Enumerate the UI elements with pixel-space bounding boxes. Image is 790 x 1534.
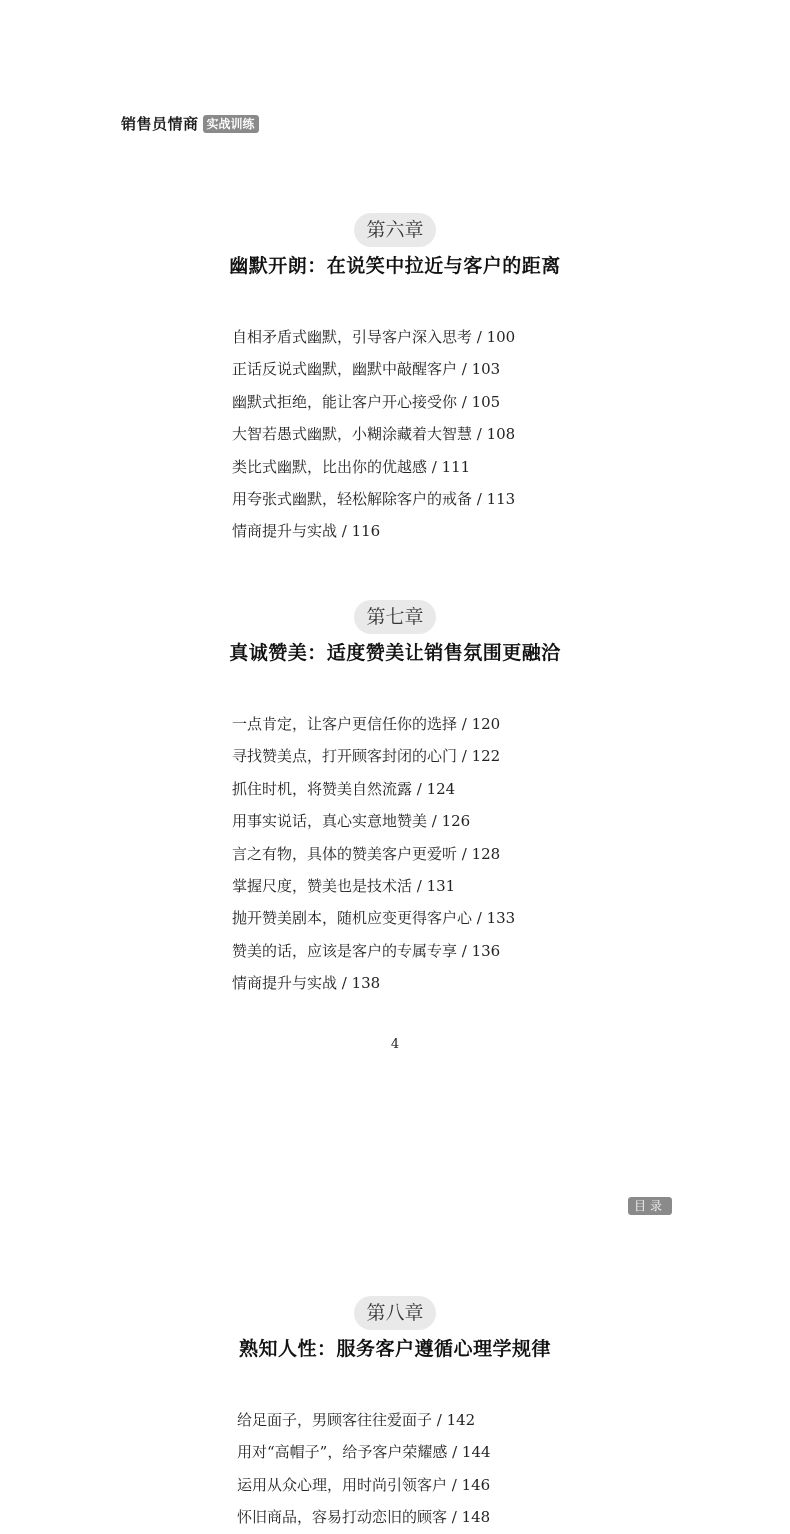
toc-entry[interactable]: 给足面子，男顾客往往爱面子 / 142 [237, 1411, 476, 1429]
chapter-title: 幽默开朗：在说笑中拉近与客户的距离 [229, 255, 561, 277]
series-badge: 实战训练 [203, 115, 259, 133]
toc-entry[interactable]: 怀旧商品，容易打动恋旧的顾客 / 148 [237, 1508, 491, 1527]
toc-entry[interactable]: 一点肯定，让客户更信任你的选择 / 120 [232, 715, 501, 733]
toc-entry[interactable]: 掌握尺度，赞美也是技术活 / 131 [232, 876, 456, 895]
page-number: 4 [390, 1037, 400, 1052]
chapter-label: 第八章 [354, 1296, 435, 1330]
toc-entry[interactable]: 用对“高帽子”，给予客户荣耀感 / 144 [237, 1443, 491, 1462]
toc-entry[interactable]: 情商提升与实战 / 138 [232, 974, 381, 993]
chapter-title: 真诚赞美：适度赞美让销售氛围更融洽 [229, 642, 561, 664]
toc-entry[interactable]: 寻找赞美点，打开顾客封闭的心门 / 122 [232, 747, 501, 766]
toc-entry[interactable]: 自相矛盾式幽默，引导客户深入思考 / 100 [232, 328, 516, 346]
chapter-7 [0, 600, 790, 665]
toc-entry[interactable]: 抛开赞美剧本，随机应变更得客户心 / 133 [232, 909, 516, 928]
chapter-8-toc [237, 1404, 491, 1534]
toc-entry[interactable]: 用事实说话，真心实意地赞美 / 126 [232, 812, 471, 831]
toc-entry[interactable]: 类比式幽默，比出你的优越感 / 111 [232, 457, 471, 476]
chapter-label: 第六章 [354, 213, 435, 247]
chapter-label: 第七章 [354, 600, 435, 634]
toc-badge: 目录 [628, 1197, 672, 1215]
toc-entry[interactable]: 抓住时机，将赞美自然流露 / 124 [232, 779, 456, 798]
chapter-7-toc [232, 708, 515, 1000]
toc-entry[interactable]: 赞美的话，应该是客户的专属专享 / 136 [232, 941, 501, 960]
chapter-6-toc [232, 321, 515, 548]
toc-entry[interactable]: 运用从众心理，用时尚引领客户 / 146 [237, 1475, 491, 1494]
toc-entry[interactable]: 情商提升与实战 / 116 [232, 522, 381, 541]
chapter-6 [0, 213, 790, 278]
toc-entry[interactable]: 大智若愚式幽默，小糊涂藏着大智慧 / 108 [232, 425, 516, 444]
toc-entry[interactable]: 幽默式拒绝，能让客户开心接受你 / 105 [232, 392, 501, 411]
toc-entry[interactable]: 言之有物，具体的赞美客户更爱听 / 128 [232, 844, 501, 863]
toc-entry[interactable]: 正话反说式幽默，幽默中敲醒客户 / 103 [232, 360, 501, 379]
chapter-title: 熟知人性：服务客户遵循心理学规律 [238, 1338, 551, 1360]
chapter-8 [0, 1296, 790, 1361]
running-header [121, 113, 259, 134]
toc-entry[interactable]: 用夸张式幽默，轻松解除客户的戒备 / 113 [232, 489, 516, 508]
book-title: 销售员情商 [121, 115, 199, 133]
